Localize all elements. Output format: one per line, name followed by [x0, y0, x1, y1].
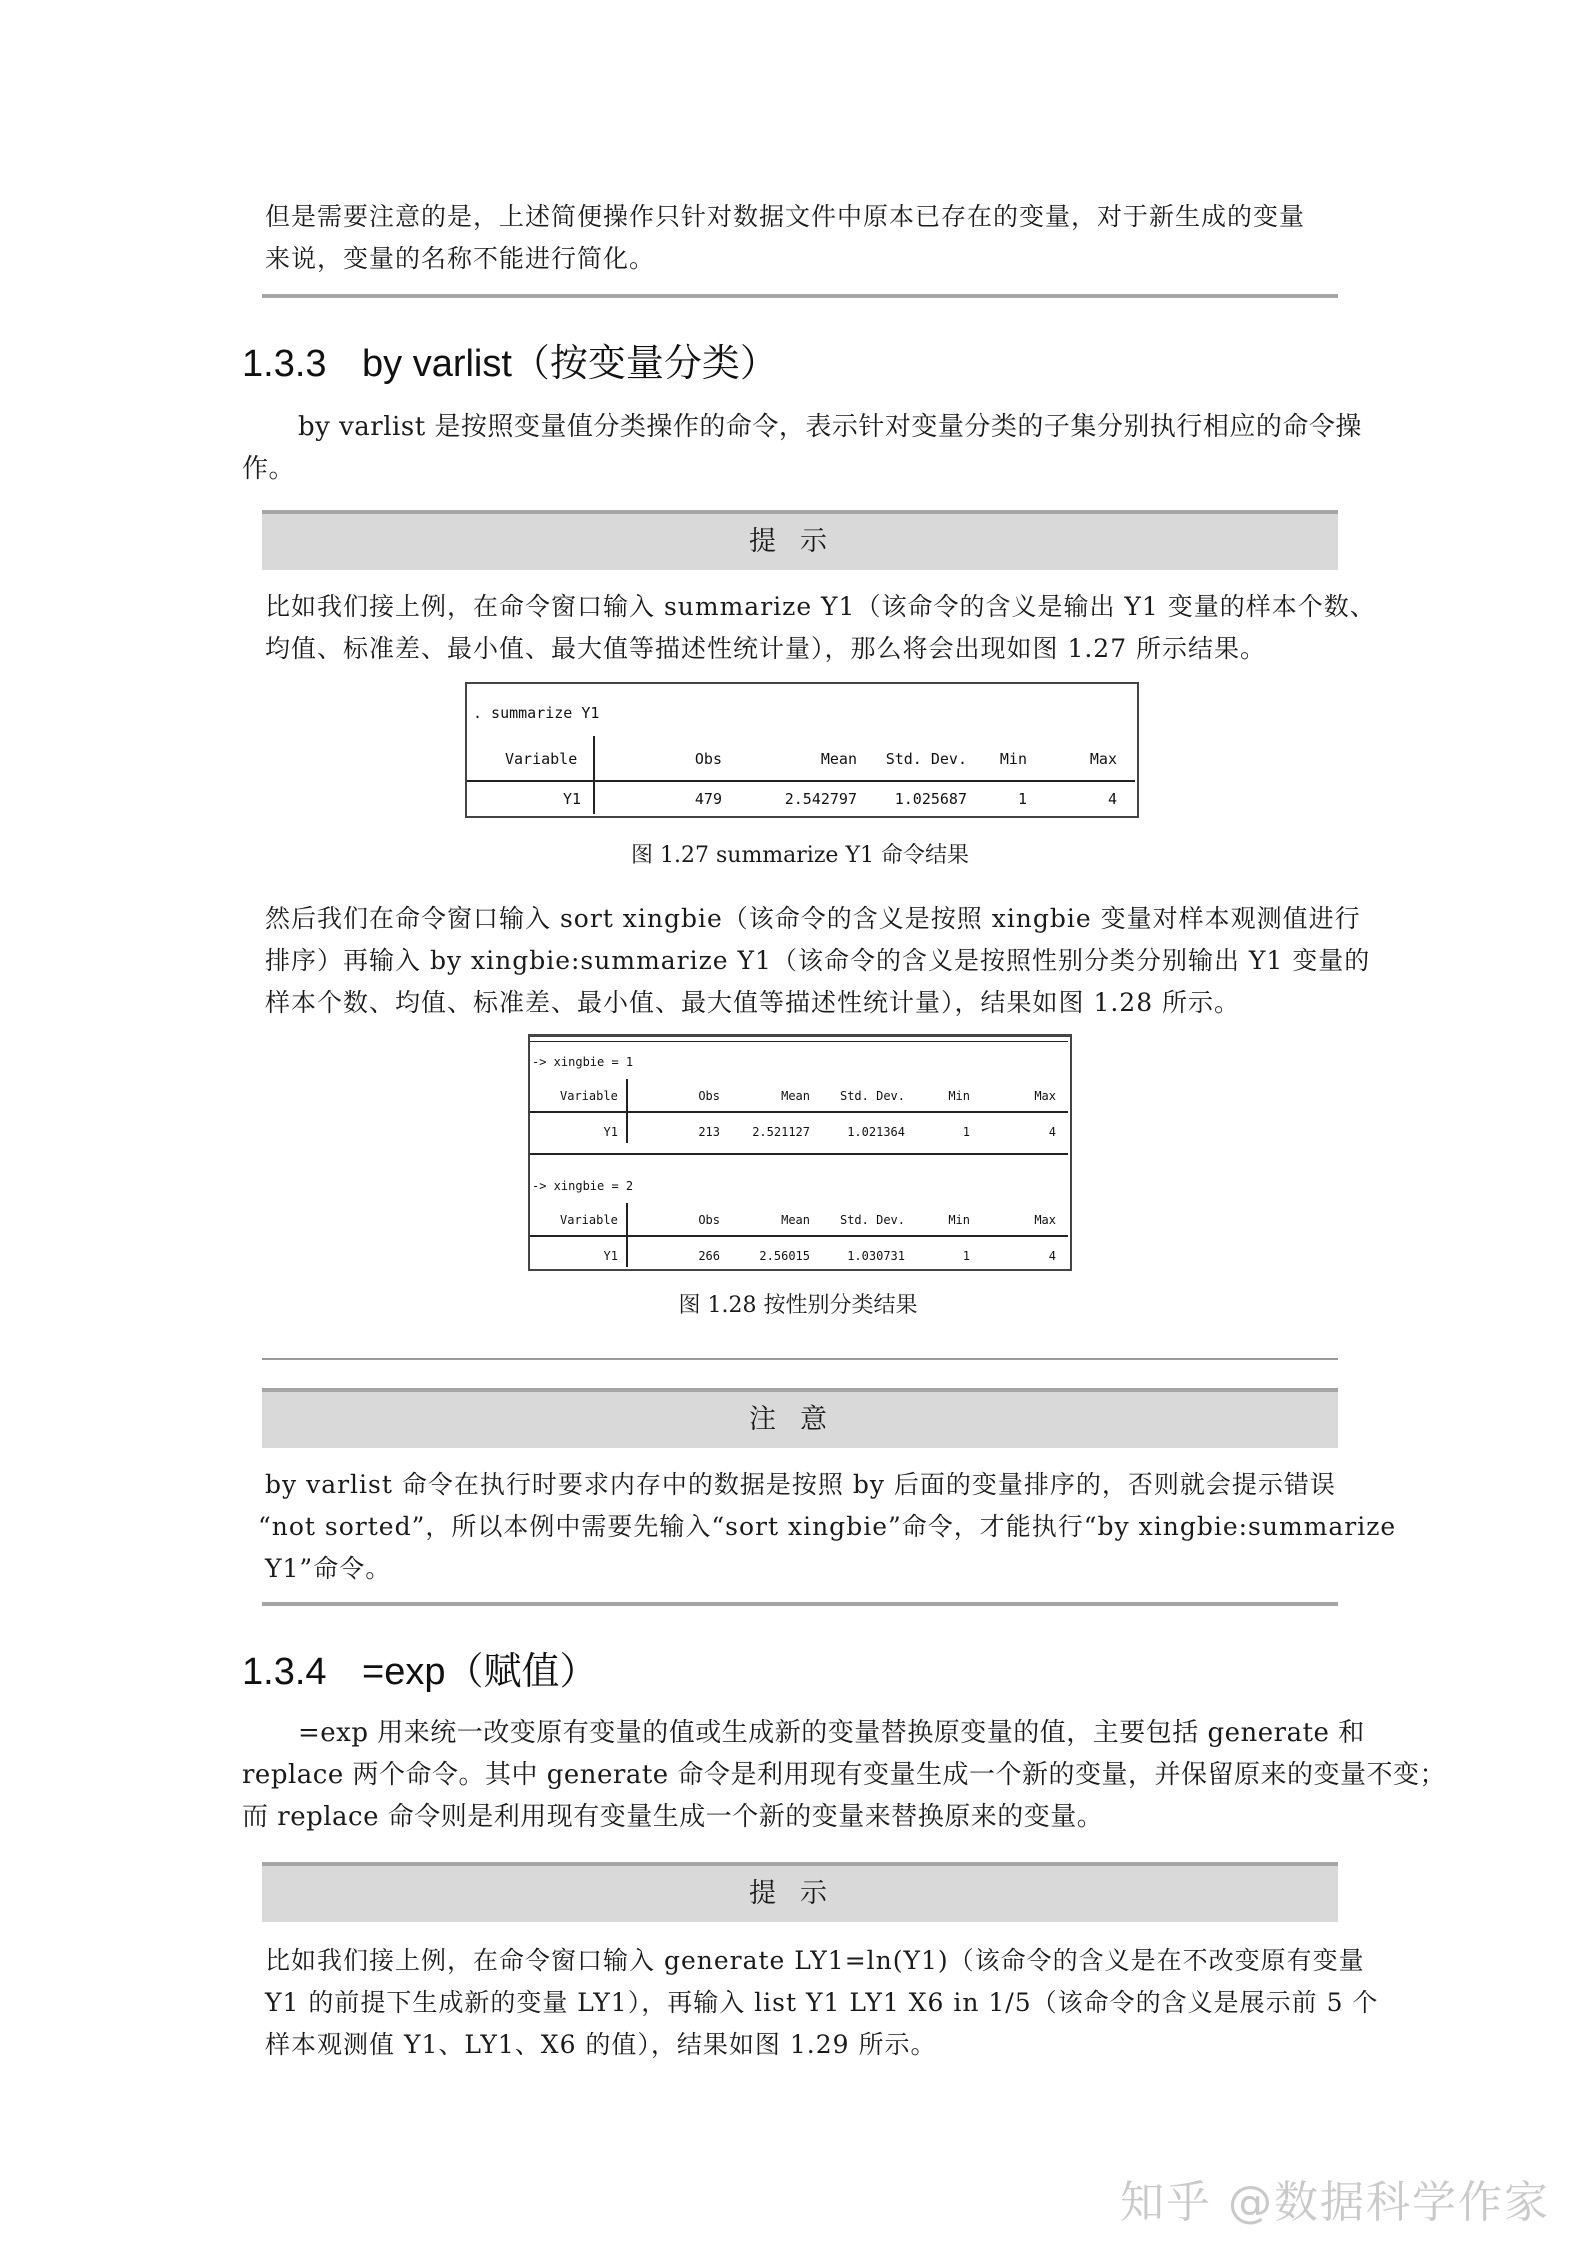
caution-end-rule [262, 1602, 1338, 1606]
header-variable: Variable [505, 750, 578, 768]
g1-header-max: Max [1034, 1089, 1056, 1103]
zhihu-watermark: 知乎 @数据科学作家 [1120, 2177, 1550, 2228]
tip-1-line-4: 排序）再输入 by xingbie:summarize Y1（该命令的含义是按照性别分类分别输出 Y1 变量的 [265, 946, 1371, 975]
intro-note-line-2: 来说，变量的名称不能进行简化。 [265, 244, 656, 273]
g2-header-min: Min [948, 1213, 970, 1227]
g2-row-min: 1 [962, 1249, 970, 1263]
g1-header-mean: Mean [781, 1089, 810, 1103]
g2-header-obs: Obs [698, 1213, 720, 1227]
section-number: 1.3.3 [242, 343, 327, 385]
caution-line-1: by varlist 命令在执行时要求内存中的数据是按照 by 后面的变量排序的，否则就会提示错误 [265, 1470, 1336, 1499]
g1-row-std-dev: 1.021364 [847, 1125, 905, 1139]
g1-column-divider [626, 1079, 628, 1143]
tip-1-line-2: 均值、标准差、最小值、最大值等描述性统计量），那么将会出现如图 1.27 所示结果。 [265, 634, 1267, 663]
g2-row-max: 4 [1048, 1249, 1056, 1263]
g2-row-obs: 266 [698, 1249, 720, 1263]
g2-row-variable: Y1 [603, 1249, 618, 1263]
g2-row-mean: 2.56015 [759, 1249, 810, 1263]
header-mean: Mean [820, 750, 857, 768]
figure-1-27-output [465, 682, 1139, 818]
caution-box-heading: 注意 [262, 1388, 1338, 1448]
column-divider [593, 736, 595, 814]
g2-header-std-dev: Std. Dev. [839, 1213, 905, 1227]
g1-row-min: 1 [962, 1125, 970, 1139]
tip-2-line-3: 样本观测值 Y1、LY1、X6 的值），结果如图 1.29 所示。 [265, 2030, 937, 2059]
row-std-dev: 1.025687 [894, 790, 967, 808]
tip-1-end-rule [262, 1358, 1338, 1360]
section-133-para-line-2: 作。 [242, 454, 296, 484]
header-obs: Obs [694, 750, 722, 768]
top-double-rule [530, 1041, 1068, 1042]
header-min: Min [999, 750, 1027, 768]
g2-header-max: Max [1034, 1213, 1056, 1227]
figure-1-28-caption: 图 1.28 按性别分类结果 [678, 1293, 918, 1318]
tip-box-1-heading: 提示 [262, 510, 1338, 570]
row-variable: Y1 [562, 790, 581, 808]
g1-header-variable: Variable [560, 1089, 618, 1103]
tip-1-line-5: 样本个数、均值、标准差、最小值、最大值等描述性统计量），结果如图 1.28 所示。 [265, 988, 1241, 1017]
note-end-rule [262, 294, 1338, 298]
section-134-para-line-2: replace 两个命令。其中 generate 命令是利用现有变量生成一个新的变量，并保留原来的变量不变； [242, 1760, 1446, 1790]
g2-header-mean: Mean [781, 1213, 810, 1227]
g2-header-variable: Variable [560, 1213, 618, 1227]
tip-1-line-1: 比如我们接上例，在命令窗口输入 summarize Y1（该命令的含义是输出 Y1 变量的样本个数、 [265, 592, 1376, 621]
tip-2-line-2: Y1 的前提下生成新的变量 LY1），再输入 list Y1 LY1 X6 in 1/5（该命令的含义是展示前 5 个 [265, 1988, 1379, 2017]
g1-header-std-dev: Std. Dev. [839, 1089, 905, 1103]
command-line: . summarize Y1 [473, 704, 600, 722]
section-number: 1.3.4 [242, 1651, 327, 1693]
header-max: Max [1089, 750, 1117, 768]
row-max: 4 [1107, 790, 1117, 808]
header-underline [467, 780, 1135, 782]
g1-header-min: Min [948, 1089, 970, 1103]
caution-line-3: Y1”命令。 [265, 1554, 392, 1583]
figure-1-27-caption: 图 1.27 summarize Y1 命令结果 [631, 843, 969, 868]
section-134-para-line-3: 而 replace 命令则是利用现有变量生成一个新的变量来替换原来的变量。 [242, 1802, 1104, 1832]
tip-2-line-1: 比如我们接上例，在命令窗口输入 generate LY1=ln(Y1)（该命令的含义是在不改变原有变量 [265, 1946, 1365, 1975]
section-heading-1-3-4 [242, 1640, 597, 1695]
figure-1-28-output [528, 1034, 1072, 1271]
group-separator [530, 1153, 1068, 1155]
section-title: by varlist（按变量分类） [362, 343, 778, 385]
group-2-label: -> xingbie = 2 [532, 1179, 634, 1193]
tip-1-line-3: 然后我们在命令窗口输入 sort xingbie（该命令的含义是按照 xingbie 变量对样本观测值进行 [265, 904, 1361, 933]
g1-row-obs: 213 [698, 1125, 720, 1139]
section-134-para-line-1: =exp 用来统一改变原有变量的值或生成新的变量替换原变量的值，主要包括 generate 和 [298, 1718, 1365, 1748]
g1-header-obs: Obs [698, 1089, 720, 1103]
header-std-dev: Std. Dev. [885, 750, 967, 768]
g2-column-divider [626, 1203, 628, 1267]
g2-header-underline [530, 1235, 1068, 1237]
g2-row-std-dev: 1.030731 [847, 1249, 905, 1263]
row-mean: 2.542797 [784, 790, 857, 808]
section-heading-1-3-3 [242, 332, 778, 387]
g1-header-underline [530, 1111, 1068, 1113]
intro-note-line-1: 但是需要注意的是，上述简便操作只针对数据文件中原本已存在的变量，对于新生成的变量 [265, 202, 1306, 231]
g1-row-max: 4 [1048, 1125, 1056, 1139]
caution-line-2: “not sorted”，所以本例中需要先输入“sort xingbie”命令，才能执行“by xingbie:summarize [258, 1512, 1397, 1541]
g1-row-mean: 2.521127 [752, 1125, 810, 1139]
row-obs: 479 [694, 790, 722, 808]
group-1-label: -> xingbie = 1 [532, 1055, 634, 1069]
row-min: 1 [1017, 790, 1027, 808]
section-title: =exp（赋值） [362, 1651, 598, 1693]
tip-box-2-heading: 提示 [262, 1862, 1338, 1922]
g1-row-variable: Y1 [603, 1125, 618, 1139]
section-133-para-line-1: by varlist 是按照变量值分类操作的命令，表示针对变量分类的子集分别执行相应的命令操 [298, 412, 1362, 442]
